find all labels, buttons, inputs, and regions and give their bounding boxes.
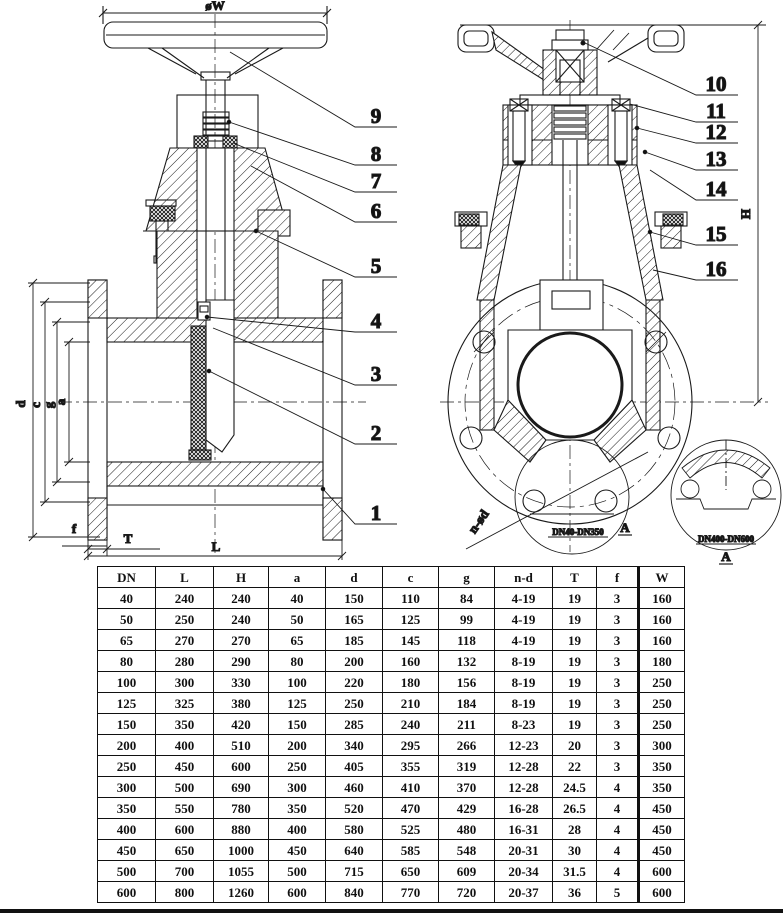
table-cell: 160 bbox=[639, 630, 685, 651]
table-cell: 20-37 bbox=[495, 882, 553, 903]
table-cell: 1000 bbox=[214, 840, 269, 861]
table-cell: 19 bbox=[553, 609, 597, 630]
dim-T-label: T bbox=[123, 531, 133, 546]
table-row bbox=[98, 714, 685, 735]
table-cell: 350 bbox=[98, 798, 156, 819]
callout-14: 14 bbox=[705, 177, 727, 201]
table-cell: 65 bbox=[269, 630, 326, 651]
table-cell: 720 bbox=[439, 882, 495, 903]
table-cell: 250 bbox=[639, 714, 685, 735]
table-cell: 715 bbox=[326, 861, 383, 882]
stem-and-yoke bbox=[177, 80, 258, 148]
table-cell: 8-19 bbox=[495, 651, 553, 672]
table-cell: 65 bbox=[98, 630, 156, 651]
callout-11: 11 bbox=[706, 99, 726, 123]
table-cell: 110 bbox=[383, 588, 439, 609]
table-cell: 350 bbox=[639, 756, 685, 777]
table-cell: 20-31 bbox=[495, 840, 553, 861]
table-cell: 840 bbox=[326, 882, 383, 903]
callout-1: 1 bbox=[370, 501, 382, 525]
callout-2: 2 bbox=[370, 421, 382, 445]
table-cell: 4 bbox=[597, 819, 639, 840]
table-cell: 3 bbox=[597, 693, 639, 714]
table-cell: 19 bbox=[553, 693, 597, 714]
gate-face bbox=[508, 280, 632, 440]
table-cell: 28 bbox=[553, 819, 597, 840]
callout-7: 7 bbox=[370, 169, 382, 193]
table-cell: 266 bbox=[439, 735, 495, 756]
handwheel-front bbox=[104, 22, 327, 80]
table-cell: 3 bbox=[597, 714, 639, 735]
table-cell: 640 bbox=[326, 840, 383, 861]
table-row bbox=[98, 735, 685, 756]
table-cell: 31.5 bbox=[553, 861, 597, 882]
table-cell: 340 bbox=[326, 735, 383, 756]
table-row bbox=[98, 630, 685, 651]
table-row bbox=[98, 609, 685, 630]
table-cell: 24.5 bbox=[553, 777, 597, 798]
table-cell: 12-23 bbox=[495, 735, 553, 756]
table-cell: 650 bbox=[383, 861, 439, 882]
table-cell: 200 bbox=[326, 651, 383, 672]
dimension-lines-left bbox=[28, 279, 90, 541]
table-cell: 410 bbox=[383, 777, 439, 798]
callout-13: 13 bbox=[705, 147, 727, 171]
table-cell: 118 bbox=[439, 630, 495, 651]
callout-12: 12 bbox=[705, 120, 727, 144]
table-cell: 4-19 bbox=[495, 588, 553, 609]
table-cell: 19 bbox=[553, 630, 597, 651]
table-cell: 3 bbox=[597, 588, 639, 609]
table-cell: 450 bbox=[639, 819, 685, 840]
table-cell: 580 bbox=[326, 819, 383, 840]
table-cell: 125 bbox=[98, 693, 156, 714]
table-row bbox=[98, 777, 685, 798]
table-cell: 19 bbox=[553, 651, 597, 672]
table-cell: 80 bbox=[98, 651, 156, 672]
table-cell: 40 bbox=[269, 588, 326, 609]
table-cell: 600 bbox=[639, 882, 685, 903]
column-header: a bbox=[269, 567, 326, 588]
table-cell: 350 bbox=[156, 714, 214, 735]
table-cell: 3 bbox=[597, 735, 639, 756]
table-cell: 510 bbox=[214, 735, 269, 756]
column-header: d bbox=[326, 567, 383, 588]
table-cell: 132 bbox=[439, 651, 495, 672]
table-cell: 150 bbox=[326, 588, 383, 609]
table-cell: 150 bbox=[269, 714, 326, 735]
table-cell: 12-28 bbox=[495, 777, 553, 798]
table-cell: 1260 bbox=[214, 882, 269, 903]
table-cell: 4 bbox=[597, 840, 639, 861]
table-cell: 300 bbox=[639, 735, 685, 756]
callout-3: 3 bbox=[370, 362, 382, 386]
table-cell: 270 bbox=[214, 630, 269, 651]
table-cell: 300 bbox=[269, 777, 326, 798]
table-row bbox=[98, 819, 685, 840]
table-cell: 600 bbox=[214, 756, 269, 777]
dimension-table-header-row bbox=[98, 567, 685, 588]
table-row bbox=[98, 672, 685, 693]
table-cell: 40 bbox=[98, 588, 156, 609]
table-cell: 145 bbox=[383, 630, 439, 651]
dim-f-label: f bbox=[71, 521, 77, 536]
table-row bbox=[98, 861, 685, 882]
table-cell: 330 bbox=[214, 672, 269, 693]
table-cell: 16-28 bbox=[495, 798, 553, 819]
table-cell: 12-28 bbox=[495, 756, 553, 777]
table-row bbox=[98, 756, 685, 777]
callout-9: 9 bbox=[370, 104, 382, 128]
table-cell: 240 bbox=[383, 714, 439, 735]
table-cell: 450 bbox=[156, 756, 214, 777]
table-cell: 19 bbox=[553, 672, 597, 693]
table-cell: 450 bbox=[639, 840, 685, 861]
table-cell: 319 bbox=[439, 756, 495, 777]
gland-nuts bbox=[194, 136, 237, 148]
callout-6: 6 bbox=[370, 199, 382, 223]
table-cell: 420 bbox=[214, 714, 269, 735]
column-header: L bbox=[156, 567, 214, 588]
table-cell: 460 bbox=[326, 777, 383, 798]
table-row bbox=[98, 588, 685, 609]
table-cell: 600 bbox=[269, 882, 326, 903]
table-cell: 470 bbox=[383, 798, 439, 819]
table-cell: 180 bbox=[383, 672, 439, 693]
table-cell: 210 bbox=[383, 693, 439, 714]
table-cell: 4 bbox=[597, 861, 639, 882]
table-cell: 350 bbox=[269, 798, 326, 819]
table-cell: 180 bbox=[639, 651, 685, 672]
dim-H-label: H bbox=[738, 208, 753, 220]
callout-4: 4 bbox=[370, 309, 382, 333]
side-boss-left bbox=[455, 212, 487, 248]
table-cell: 240 bbox=[156, 588, 214, 609]
table-cell: 500 bbox=[98, 861, 156, 882]
table-cell: 285 bbox=[326, 714, 383, 735]
table-cell: 250 bbox=[326, 693, 383, 714]
table-cell: 650 bbox=[156, 840, 214, 861]
bolt-note-label: n-ød bbox=[464, 506, 492, 537]
detail-a-marker: A bbox=[620, 520, 630, 535]
table-cell: 20-34 bbox=[495, 861, 553, 882]
table-cell: 525 bbox=[383, 819, 439, 840]
table-cell: 8-23 bbox=[495, 714, 553, 735]
table-row bbox=[98, 651, 685, 672]
table-cell: 250 bbox=[98, 756, 156, 777]
table-cell: 1055 bbox=[214, 861, 269, 882]
table-cell: 520 bbox=[326, 798, 383, 819]
table-cell: 585 bbox=[383, 840, 439, 861]
table-cell: 450 bbox=[639, 798, 685, 819]
table-cell: 8-19 bbox=[495, 672, 553, 693]
table-cell: 300 bbox=[156, 672, 214, 693]
table-cell: 4 bbox=[597, 798, 639, 819]
detail-a-range-label: DN40-DN350 bbox=[552, 527, 604, 537]
table-cell: 160 bbox=[639, 609, 685, 630]
table-cell: 160 bbox=[383, 651, 439, 672]
table-cell: 450 bbox=[269, 840, 326, 861]
table-cell: 100 bbox=[269, 672, 326, 693]
table-cell: 150 bbox=[98, 714, 156, 735]
table-cell: 160 bbox=[639, 588, 685, 609]
table-cell: 100 bbox=[98, 672, 156, 693]
column-header: W bbox=[639, 567, 685, 588]
table-cell: 240 bbox=[214, 588, 269, 609]
table-cell: 400 bbox=[156, 735, 214, 756]
table-cell: 250 bbox=[639, 693, 685, 714]
table-cell: 380 bbox=[214, 693, 269, 714]
table-cell: 429 bbox=[439, 798, 495, 819]
table-cell: 220 bbox=[326, 672, 383, 693]
table-cell: 200 bbox=[269, 735, 326, 756]
column-header: n-d bbox=[495, 567, 553, 588]
table-cell: 600 bbox=[639, 861, 685, 882]
table-cell: 600 bbox=[156, 819, 214, 840]
table-cell: 250 bbox=[639, 672, 685, 693]
table-cell: 211 bbox=[439, 714, 495, 735]
table-cell: 355 bbox=[383, 756, 439, 777]
table-cell: 290 bbox=[214, 651, 269, 672]
side-section-view bbox=[440, 20, 781, 564]
column-header: H bbox=[214, 567, 269, 588]
dim-d-label: d bbox=[13, 400, 28, 408]
table-cell: 50 bbox=[98, 609, 156, 630]
callout-15: 15 bbox=[705, 222, 727, 246]
table-cell: 780 bbox=[214, 798, 269, 819]
table-cell: 600 bbox=[98, 882, 156, 903]
table-cell: 550 bbox=[156, 798, 214, 819]
column-header: f bbox=[597, 567, 639, 588]
table-cell: 5 bbox=[597, 882, 639, 903]
table-cell: 800 bbox=[156, 882, 214, 903]
table-cell: 3 bbox=[597, 756, 639, 777]
dim-a-label: a bbox=[53, 398, 68, 406]
table-cell: 270 bbox=[156, 630, 214, 651]
table-cell: 125 bbox=[269, 693, 326, 714]
dimension-table-body bbox=[98, 588, 685, 903]
column-header: c bbox=[383, 567, 439, 588]
detail-b-marker: A bbox=[721, 549, 731, 564]
table-cell: 500 bbox=[156, 777, 214, 798]
dim-ow-label: øW bbox=[205, 0, 225, 13]
side-boss-right bbox=[655, 212, 687, 248]
detail-b-range-label: DN400-DN600 bbox=[698, 534, 754, 544]
table-cell: 125 bbox=[383, 609, 439, 630]
table-cell: 400 bbox=[98, 819, 156, 840]
table-cell: 3 bbox=[597, 672, 639, 693]
table-cell: 4-19 bbox=[495, 609, 553, 630]
table-cell: 548 bbox=[439, 840, 495, 861]
callout-8: 8 bbox=[370, 142, 382, 166]
table-cell: 4 bbox=[597, 777, 639, 798]
table-cell: 609 bbox=[439, 861, 495, 882]
table-cell: 22 bbox=[553, 756, 597, 777]
dimension-table bbox=[97, 566, 685, 903]
callout-10: 10 bbox=[705, 72, 727, 96]
table-cell: 280 bbox=[156, 651, 214, 672]
table-cell: 770 bbox=[383, 882, 439, 903]
callout-5: 5 bbox=[370, 254, 382, 278]
table-cell: 156 bbox=[439, 672, 495, 693]
table-cell: 20 bbox=[553, 735, 597, 756]
table-cell: 99 bbox=[439, 609, 495, 630]
table-cell: 19 bbox=[553, 588, 597, 609]
table-cell: 200 bbox=[98, 735, 156, 756]
table-row bbox=[98, 882, 685, 903]
table-cell: 30 bbox=[553, 840, 597, 861]
table-cell: 700 bbox=[156, 861, 214, 882]
dim-c-label: c bbox=[28, 402, 43, 408]
column-header: T bbox=[553, 567, 597, 588]
table-cell: 690 bbox=[214, 777, 269, 798]
table-cell: 480 bbox=[439, 819, 495, 840]
table-cell: 240 bbox=[214, 609, 269, 630]
column-header: DN bbox=[98, 567, 156, 588]
table-cell: 405 bbox=[326, 756, 383, 777]
dim-g-label: g bbox=[41, 401, 56, 409]
table-cell: 4-19 bbox=[495, 630, 553, 651]
table-cell: 84 bbox=[439, 588, 495, 609]
dim-H-line bbox=[754, 21, 762, 406]
table-cell: 500 bbox=[269, 861, 326, 882]
table-cell: 184 bbox=[439, 693, 495, 714]
table-cell: 50 bbox=[269, 609, 326, 630]
table-cell: 80 bbox=[269, 651, 326, 672]
table-cell: 3 bbox=[597, 651, 639, 672]
table-cell: 250 bbox=[269, 756, 326, 777]
table-cell: 16-31 bbox=[495, 819, 553, 840]
table-cell: 3 bbox=[597, 609, 639, 630]
front-section-view bbox=[13, 0, 397, 560]
column-header: g bbox=[439, 567, 495, 588]
table-cell: 8-19 bbox=[495, 693, 553, 714]
table-cell: 3 bbox=[597, 630, 639, 651]
table-row bbox=[98, 693, 685, 714]
table-cell: 165 bbox=[326, 609, 383, 630]
table-cell: 36 bbox=[553, 882, 597, 903]
table-cell: 26.5 bbox=[553, 798, 597, 819]
table-cell: 250 bbox=[156, 609, 214, 630]
dim-L-label: L bbox=[211, 539, 221, 554]
table-row bbox=[98, 840, 685, 861]
table-cell: 350 bbox=[639, 777, 685, 798]
table-cell: 300 bbox=[98, 777, 156, 798]
table-cell: 295 bbox=[383, 735, 439, 756]
table-cell: 185 bbox=[326, 630, 383, 651]
sheet-bottom-rule bbox=[0, 909, 783, 913]
callout-16: 16 bbox=[705, 257, 727, 281]
table-cell: 400 bbox=[269, 819, 326, 840]
table-cell: 19 bbox=[553, 714, 597, 735]
table-cell: 880 bbox=[214, 819, 269, 840]
table-cell: 370 bbox=[439, 777, 495, 798]
table-cell: 450 bbox=[98, 840, 156, 861]
table-cell: 325 bbox=[156, 693, 214, 714]
table-row bbox=[98, 798, 685, 819]
